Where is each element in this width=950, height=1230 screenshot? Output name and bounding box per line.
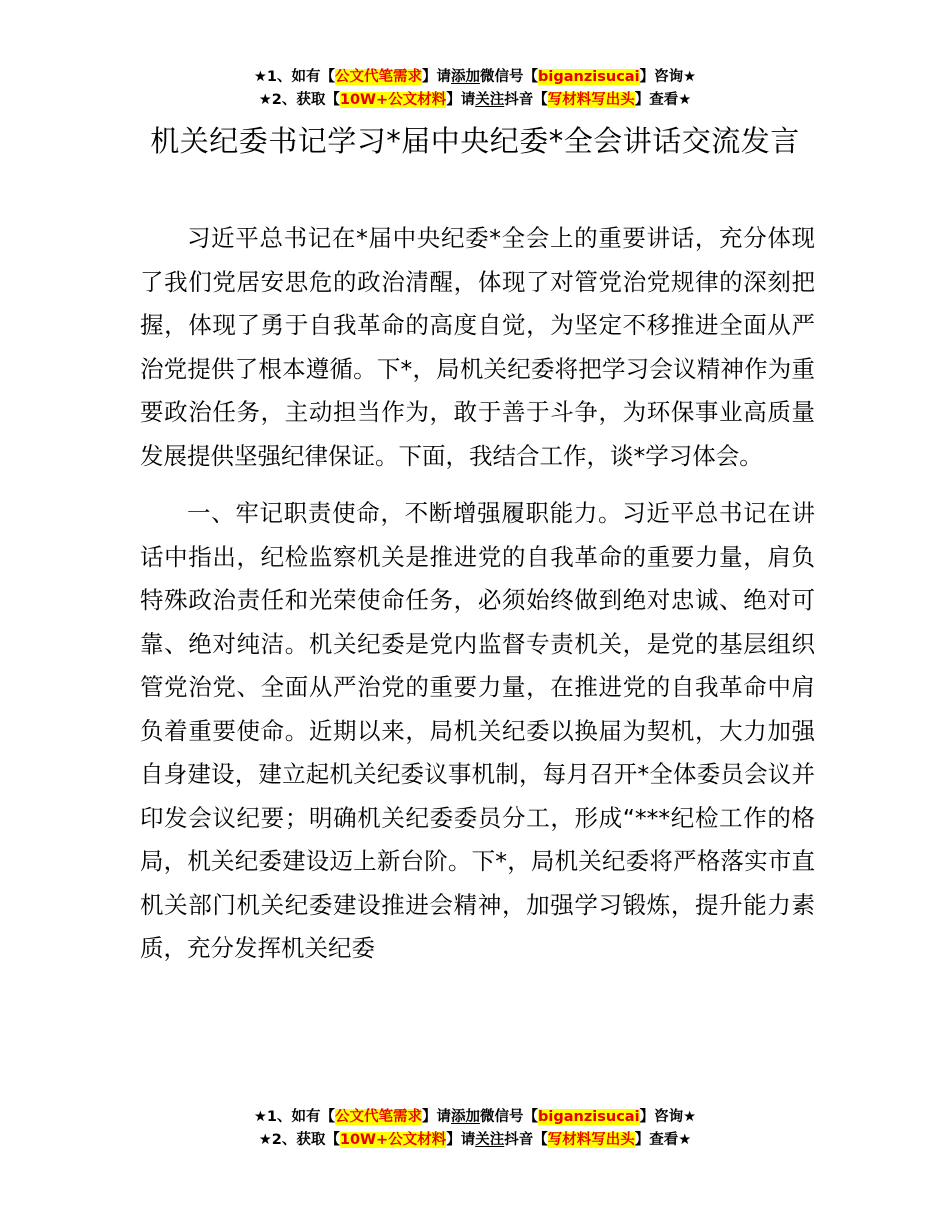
promo-text: 】请	[422, 69, 452, 85]
promo-highlight: 10W+公文材料	[339, 92, 447, 108]
promo-text: 】查看★	[634, 1132, 692, 1148]
promo-wechat-id: biganzisucai	[538, 69, 640, 85]
promo-text: 】查看★	[634, 92, 692, 108]
promo-text: 】请	[422, 1109, 452, 1125]
promo-highlight: 公文代笔需求	[335, 1109, 423, 1125]
promo-text: ★1、如有【	[253, 1109, 336, 1125]
promo-text: 抖音【	[504, 92, 548, 108]
promo-highlight: 10W+公文材料	[339, 1132, 447, 1148]
promo-banner-bottom	[0, 1106, 950, 1152]
promo-text: 】请	[446, 1132, 476, 1148]
body-paragraph: 一、牢记职责使命，不断增强履职能力。习近平总书记在讲话中指出，纪检监察机关是推进党的自我革命的重要力量，肩负特殊政治责任和光荣使命任务，必须始终做到绝对忠诚、绝对可靠、绝对纯洁。机关纪委是党内监督专责机关，是党的基层组织管党治党、全面从严治党的重要力量，在推进党的自我革命中肩负着重要使命。近期以来，局机关纪委以换届为契机，大力加强自身建设，建立起机关纪委议事机制，每月召开*全体委员会议并印发会议纪要；明确机关纪委委员分工，形成“***纪检工作的格局，机关纪委建设迈上新台阶。下*，局机关纪委将严格落实市直机关部门机关纪委建设推进会精神，加强学习锻炼，提升能力素质，充分发挥机关纪委	[140, 499, 815, 962]
promo-line-1	[0, 66, 950, 89]
document-body	[140, 217, 815, 971]
promo-text: ★2、获取【	[258, 1132, 340, 1148]
promo-text: ★1、如有【	[253, 69, 336, 85]
promo-line-2	[0, 89, 950, 112]
promo-underline: 添加	[451, 1109, 481, 1125]
promo-text: 】咨询★	[639, 1109, 697, 1125]
promo-text: 微信号【	[480, 1109, 539, 1125]
promo-wechat-id: biganzisucai	[538, 1109, 640, 1125]
promo-text: 抖音【	[504, 1132, 548, 1148]
promo-banner-top	[0, 66, 950, 112]
document-title: 机关纪委书记学习*届中央纪委*全会讲话交流发言	[150, 124, 800, 158]
promo-underline: 关注	[475, 1132, 505, 1148]
promo-highlight: 公文代笔需求	[335, 69, 423, 85]
promo-underline: 添加	[451, 69, 481, 85]
promo-underline: 关注	[475, 92, 505, 108]
promo-text: ★2、获取【	[258, 92, 340, 108]
body-paragraph: 习近平总书记在*届中央纪委*全会上的重要讲话，充分体现了我们党居安思危的政治清醒，体现了对管党治党规律的深刻把握，体现了勇于自我革命的高度自觉，为坚定不移推进全面从严治党提供了根本遵循。下*，局机关纪委将把学习会议精神作为重要政治任务，主动担当作为，敢于善于斗争，为环保事业高质量发展提供坚强纪律保证。下面，我结合工作，谈*学习体会。	[140, 224, 815, 470]
promo-text: 微信号【	[480, 69, 539, 85]
promo-text: 】咨询★	[639, 69, 697, 85]
promo-line-1	[0, 1106, 950, 1129]
promo-text: 】请	[446, 92, 476, 108]
promo-douyin-id: 写材料写出头	[547, 92, 635, 108]
promo-line-2	[0, 1129, 950, 1152]
promo-douyin-id: 写材料写出头	[547, 1132, 635, 1148]
